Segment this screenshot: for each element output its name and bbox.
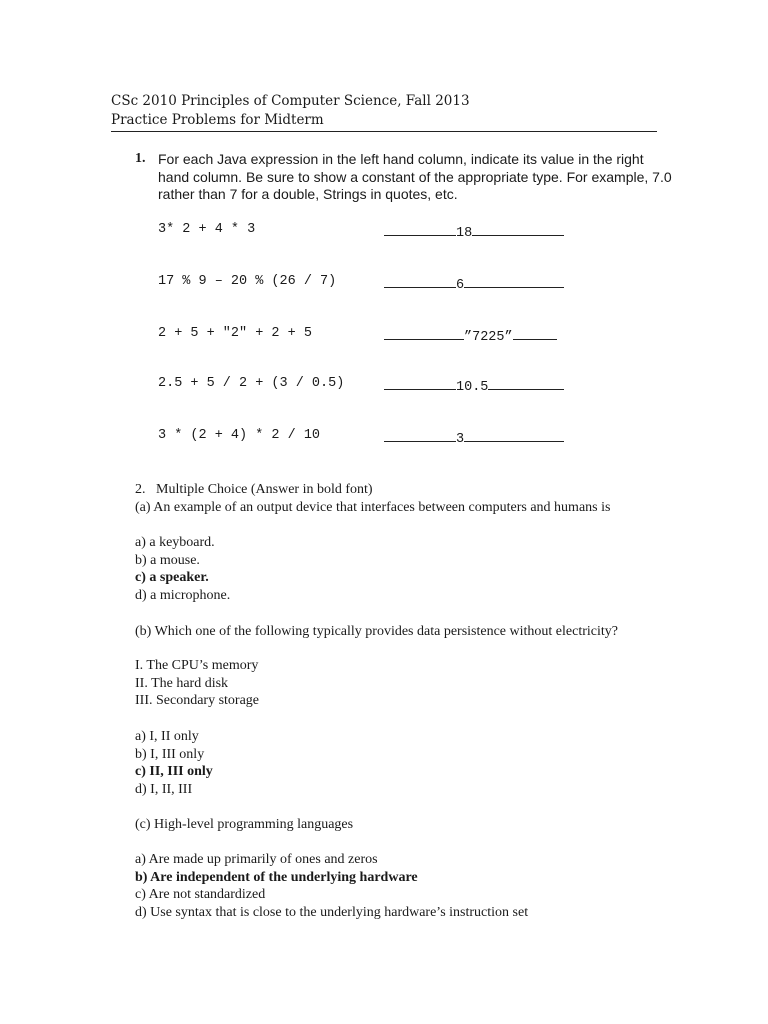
java-expression: 3 * (2 + 4) * 2 / 10 [158,428,321,443]
answer-value: 6 [456,278,465,293]
java-expression: 3* 2 + 4 * 3 [158,222,256,237]
correct-option: c) II, III only [135,764,213,780]
question-2a-prompt: (a) An example of an output device that interfaces between computers and humans is [135,499,611,515]
option: d) I, II, III [135,781,193,797]
question-2b-prompt: (b) Which one of the following typically provides data persistence without electricity? [135,623,618,639]
header-rule [111,131,657,132]
expression-row [158,428,578,448]
question-1-instructions [158,151,672,204]
option: c) Are not standardized [135,887,266,903]
option: a) Are made up primarily of ones and zeros [135,851,378,867]
statement-item: II. The hard disk [135,675,229,691]
answer-field [384,326,557,345]
instruction-line: For each Java expression in the left hand column, indicate its value in the right [158,151,644,167]
java-expression: 2 + 5 + "2" + 2 + 5 [158,326,312,341]
option: a) I, II only [135,728,199,744]
answer-value: 10.5 [456,380,489,395]
statement-item: III. Secondary storage [135,693,260,709]
question-2 [135,481,695,921]
option: a) a keyboard. [135,535,215,551]
java-expression: 17 % 9 – 20 % (26 / 7) [158,274,337,289]
course-title: CSc 2010 Principles of Computer Science, Fall 2013 [111,93,470,109]
option: d) a microphone. [135,587,231,603]
expression-row [158,222,578,242]
instruction-line: rather than 7 for a double, Strings in quotes, etc. [158,186,458,202]
correct-option: b) Are independent of the underlying hardware [135,869,418,885]
answer-value: 18 [456,226,473,241]
answer-field [384,274,564,293]
correct-option: c) a speaker. [135,570,209,586]
answer-field [384,428,564,447]
instruction-line: hand column. Be sure to show a constant of the appropriate type. For example, 7.0 [158,168,672,185]
option: b) a mouse. [135,552,200,568]
question-number: 1. [135,151,146,166]
question-2-heading: 2. Multiple Choice (Answer in bold font) [135,482,373,497]
question-1 [135,151,672,204]
expression-row [158,376,578,396]
expression-row [158,326,578,346]
statement-item: I. The CPU’s memory [135,658,259,674]
java-expression: 2.5 + 5 / 2 + (3 / 0.5) [158,376,345,391]
expression-row [158,274,578,294]
answer-field [384,222,564,241]
page-subtitle: Practice Problems for Midterm [111,112,324,128]
answer-value: 3 [456,432,465,447]
answer-value: ”7225” [464,330,513,345]
document-header [111,92,657,132]
option: b) I, III only [135,746,205,762]
option: d) Use syntax that is close to the underlying hardware’s instruction set [135,904,529,920]
question-2c-prompt: (c) High-level programming languages [135,817,354,833]
answer-field [384,376,564,395]
